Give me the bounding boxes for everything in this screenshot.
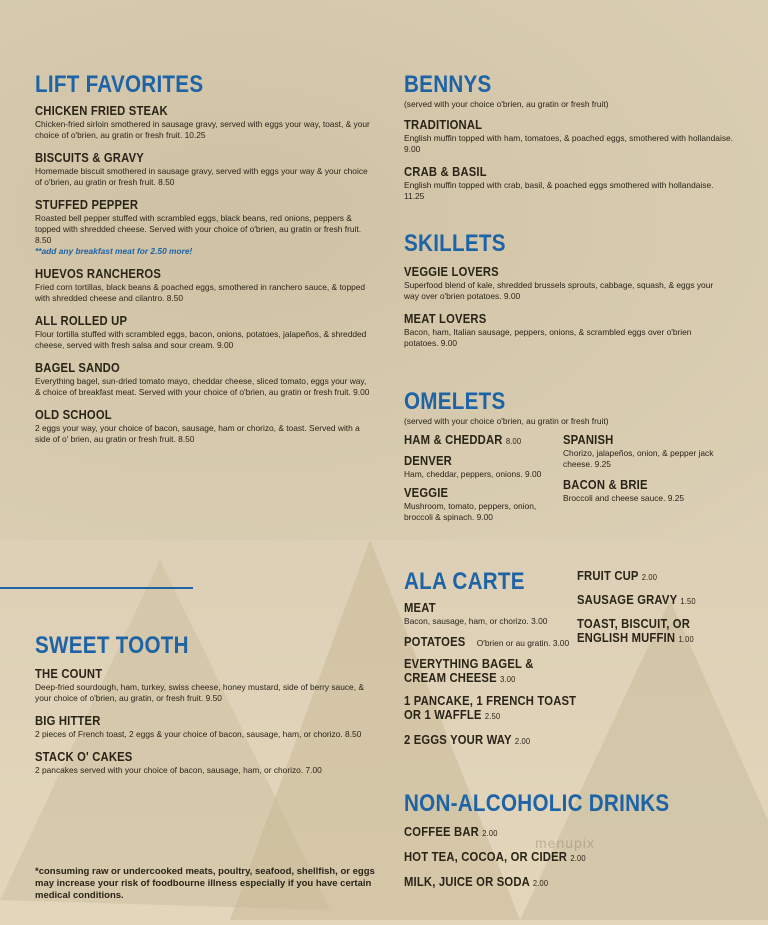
menu-item [577, 569, 730, 584]
menu-item [404, 850, 710, 865]
menu-item [404, 875, 710, 890]
item-price: 2.00 [514, 736, 531, 746]
item-name: HOT TEA, COCOA, OR CIDER [404, 850, 568, 864]
item-name: TOAST, BISCUIT, OR [577, 617, 691, 631]
item-name: VEGGIE LOVERS [404, 265, 499, 279]
item-desc: 2 pancakes served with your choice of bacon, sausage, ham, or chorizo. 7.00 [35, 765, 322, 775]
menu-item [404, 601, 574, 627]
menu-item [577, 593, 730, 608]
item-desc: English muffin topped with crab, basil, & poached eggs smothered with hollandaise. 11.25 [404, 180, 714, 201]
item-name: TRADITIONAL [404, 118, 483, 132]
item-desc: Flour tortilla stuffed with scrambled eggs, bacon, onions, potatoes, jalapeños, & shredded cheese, served with fresh salsa and sour cream. 9.00 [35, 329, 367, 350]
section-title: ALA CARTE [404, 568, 525, 595]
item-desc: 2 pieces of French toast, 2 eggs & your choice of bacon, sausage, ham, or chorizo. 8.50 [35, 729, 362, 739]
item-name: COFFEE BAR [404, 825, 479, 839]
item-name: THE COUNT [35, 667, 103, 681]
menu-item [35, 667, 375, 704]
menu-item [35, 361, 370, 398]
section-title: BENNYS [404, 71, 492, 98]
item-price: 2.00 [532, 878, 549, 888]
item-name: BIG HITTER [35, 714, 101, 728]
menu-item [404, 733, 557, 748]
menu-item [404, 694, 577, 723]
menu-item [577, 617, 747, 646]
ala-carte-right [577, 569, 747, 646]
item-name: MEAT [404, 601, 436, 615]
item-desc: Bacon, ham, Italian sausage, peppers, onions, & scrambled eggs over o'brien potatoes. 9.00 [404, 327, 692, 348]
omelets-section [404, 389, 744, 537]
menu-item [35, 750, 375, 776]
menu-item [404, 454, 554, 480]
item-name: OLD SCHOOL [35, 408, 112, 422]
item-desc: English muffin topped with ham, tomatoes, & poached eggs, smothered with hollandaise. 9.00 [404, 133, 733, 154]
ala-carte-left [404, 601, 577, 748]
item-name: CHICKEN FRIED STEAK [35, 104, 168, 118]
item-name: 1 PANCAKE, 1 FRENCH TOAST [404, 694, 577, 708]
item-desc: Broccoli and cheese sauce. 9.25 [563, 493, 685, 503]
item-name-line2: CREAM CHEESE [404, 671, 497, 685]
menu-item [35, 104, 370, 141]
item-name: HUEVOS RANCHEROS [35, 267, 162, 281]
menu-item [35, 714, 375, 740]
lift-favorites-section [35, 72, 370, 445]
item-name: SPANISH [563, 433, 614, 447]
section-title: OMELETS [404, 388, 506, 415]
menu-item [35, 314, 370, 351]
ala-carte-section [404, 569, 744, 765]
item-price: 1.50 [680, 596, 696, 606]
menu-item [404, 118, 734, 155]
item-price: 8.00 [505, 436, 522, 446]
section-title: LIFT FAVORITES [35, 71, 204, 98]
item-name: BACON & BRIE [563, 478, 648, 492]
item-price: 2.50 [484, 711, 501, 721]
item-desc: Mushroom, tomato, peppers, onion, broccoli & spinach. 9.00 [404, 501, 537, 522]
menu-item [35, 198, 370, 257]
item-name: ALL ROLLED UP [35, 314, 128, 328]
section-title: NON-ALCOHOLIC DRINKS [404, 790, 670, 817]
menu-item [404, 312, 714, 349]
section-subtitle: (served with your choice o'brien, au gratin or fresh fruit) [404, 416, 609, 426]
divider-line [0, 587, 193, 589]
item-name: FRUIT CUP [577, 569, 639, 583]
bennys-section [404, 72, 734, 202]
item-name: MILK, JUICE OR SODA [404, 875, 530, 889]
item-desc: Chorizo, jalapeños, onion, & pepper jack cheese. 9.25 [563, 448, 714, 469]
section-title: SKILLETS [404, 230, 506, 257]
item-name: CRAB & BASIL [404, 165, 487, 179]
menu-item [35, 151, 370, 188]
menu-item [35, 267, 370, 304]
item-price: 2.00 [482, 828, 498, 838]
item-desc: Bacon, sausage, ham, or chorizo. 3.00 [404, 616, 548, 626]
item-desc: Ham, cheddar, peppers, onions. 9.00 [404, 469, 542, 479]
menu-item [404, 486, 554, 523]
watermark: menupix [535, 835, 595, 851]
item-desc: O'brien or au gratin. 3.00 [476, 638, 570, 648]
item-name: DENVER [404, 454, 452, 468]
menu-item [404, 633, 574, 651]
item-name: VEGGIE [404, 486, 449, 500]
menu-item [404, 165, 734, 202]
section-title: SWEET TOOTH [35, 632, 189, 659]
item-desc: Homemade biscuit smothered in sausage gravy, served with eggs your way & your choice of o'brien, au gratin or fresh fruit. 8.50 [35, 166, 368, 187]
item-name: BAGEL SANDO [35, 361, 120, 375]
item-name-line2: ENGLISH MUFFIN [577, 631, 676, 645]
item-desc: Superfood blend of kale, shredded brussels sprouts, cabbage, squash, & eggs your way over o'brien potatoes. 9.00 [404, 280, 714, 301]
omelets-right [563, 433, 743, 504]
item-desc: 2 eggs your way, your choice of bacon, sausage, ham or chorizo, & toast. Served with a side of o' brien, au gratin or fresh fruit. 8.50 [35, 423, 360, 444]
menu-item [35, 408, 370, 445]
item-name: MEAT LOVERS [404, 312, 487, 326]
item-name: STACK O' CAKES [35, 750, 133, 764]
item-note: **add any breakfast meat for 2.50 more! [35, 246, 193, 256]
omelets-left [404, 433, 554, 523]
item-name: STUFFED PEPPER [35, 198, 139, 212]
item-name: SAUSAGE GRAVY [577, 593, 678, 607]
sweet-tooth-section [35, 633, 375, 776]
section-subtitle: (served with your choice o'brien, au gratin or fresh fruit) [404, 99, 609, 109]
item-desc: Chicken-fried sirloin smothered in sausage gravy, served with eggs your way, toast, & your choice of o'brien, au gratin or fresh fruit. 10.25 [35, 119, 370, 140]
item-name-line2: OR 1 WAFFLE [404, 708, 482, 722]
menu-item [404, 657, 574, 686]
health-disclaimer: *consuming raw or undercooked meats, poultry, seafood, shellfish, or eggs may increase your risk of foodbourne illness especially if you have certain medical conditions. [35, 866, 375, 901]
item-name: HAM & CHEDDAR 8.00 [404, 433, 522, 447]
item-name: BISCUITS & GRAVY [35, 151, 144, 165]
item-price: 2.00 [641, 572, 658, 582]
skillets-section [404, 231, 714, 349]
item-price: 2.00 [570, 853, 586, 863]
item-price: 3.00 [500, 674, 516, 684]
item-name: EVERYTHING BAGEL & [404, 657, 534, 671]
item-desc: Everything bagel, sun-dried tomato mayo, cheddar cheese, sliced tomato, eggs your way, & choice of breakfast meat. Served with your choice of o'brien, au gratin or fresh fruit. 9.00 [35, 376, 370, 397]
item-desc: Deep-fried sourdough, ham, turkey, swiss cheese, honey mustard, side of berry sauce, & your choice of o'brien, au gratin, or fresh fruit. 9.50 [35, 682, 364, 703]
item-desc: Fried corn tortillas, black beans & poached eggs, smothered in ranchero sauce, & topped with shredded cheese and cilantro. 8.50 [35, 282, 366, 303]
item-desc: Roasted bell pepper stuffed with scrambled eggs, black beans, red onions, peppers & topped with shredded cheese. Served with your choice of o'brien, au gratin or fresh fruit. 8.50 [35, 213, 362, 245]
menu-item [563, 478, 743, 504]
menu-item [404, 265, 714, 302]
item-name: POTATOES [404, 635, 466, 649]
item-name: 2 EGGS YOUR WAY [404, 733, 512, 747]
item-price: 1.00 [678, 634, 694, 644]
